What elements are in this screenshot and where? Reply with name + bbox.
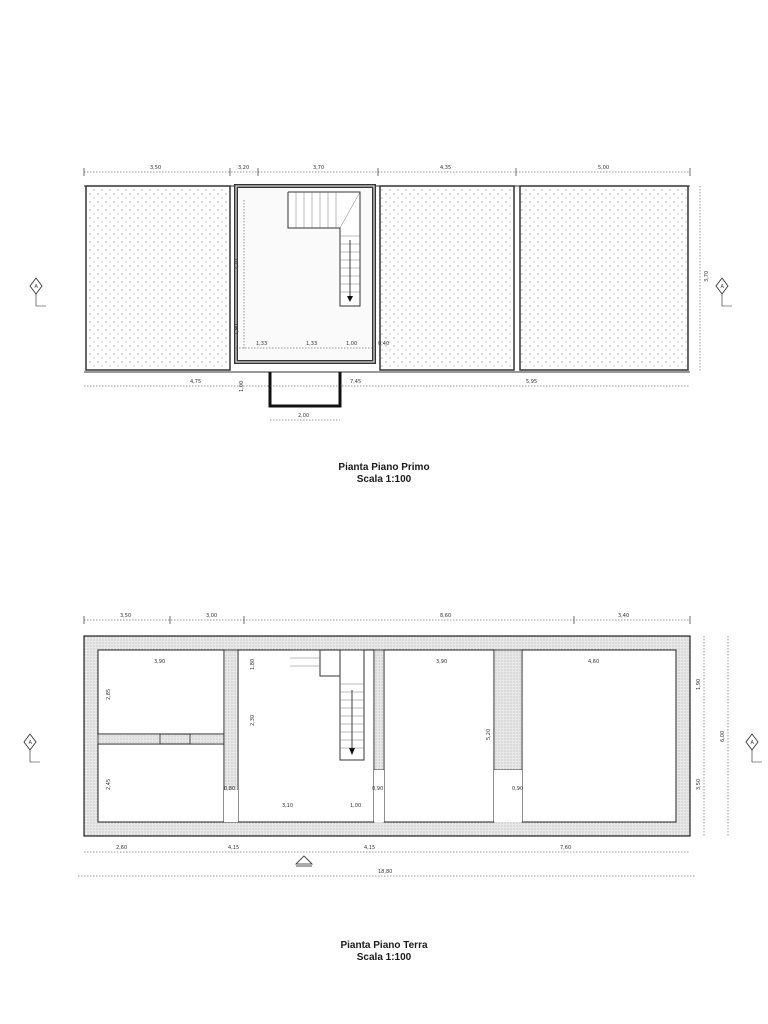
terra-inner-dim-3: 0,80 (224, 786, 236, 792)
primo-section-marker-right (716, 278, 732, 306)
entrance-icon (296, 856, 312, 866)
primo-balcony (270, 372, 340, 406)
terra-vdim-6: 1,90 (696, 678, 702, 690)
terra-inner-dim-1: 3,10 (282, 803, 294, 809)
terra-top-dim-1: 3,50 (120, 613, 132, 619)
primo-bottom-dim-1: 4,75 (190, 379, 202, 385)
plan-primo (30, 165, 732, 420)
primo-balcony-dim: 2,00 (298, 413, 310, 419)
terra-title: Pianta Piano Terra (340, 940, 428, 951)
svg-text:A: A (28, 740, 32, 746)
primo-terrace-right (520, 186, 688, 370)
primo-top-dim-5: 5,00 (598, 165, 610, 171)
primo-inner-dim-1: 1,33 (256, 341, 268, 347)
primo-caption (0, 462, 768, 486)
plan-terra (24, 613, 762, 876)
terra-room-1-bottom (98, 744, 224, 822)
svg-text:A: A (34, 284, 38, 290)
terra-section-marker-right (746, 734, 762, 762)
primo-bottom-dim-2: 1,00 (239, 380, 245, 392)
terra-room-3 (384, 650, 494, 822)
terra-vdim-2: 2,45 (106, 778, 112, 790)
primo-inner-dim-3: 1,00 (346, 341, 358, 347)
terra-bottom-dim-3: 4,15 (364, 845, 376, 851)
primo-top-dim-4: 4,35 (440, 165, 452, 171)
terra-inner-dim-5: 0,90 (512, 786, 524, 792)
primo-bottom-dim-4: 5,95 (526, 379, 538, 385)
terra-room-dim-1: 3,90 (154, 659, 166, 665)
terra-section-marker-left (24, 734, 40, 762)
primo-bottom-dim-3: 7,45 (350, 379, 362, 385)
terra-top-dim-2: 3,00 (206, 613, 218, 619)
primo-vdim-2: 1,90 (234, 323, 240, 335)
primo-stair-room (236, 186, 374, 362)
terra-overall-dim: 18,80 (378, 869, 393, 875)
primo-title: Pianta Piano Primo (338, 462, 430, 473)
svg-text:A: A (720, 284, 724, 290)
primo-vdim-3: 3,70 (704, 270, 710, 282)
terra-vdim-1: 2,85 (106, 688, 112, 700)
terra-scale: Scala 1:100 (356, 952, 412, 963)
terra-vdim-3: 1,80 (250, 658, 256, 670)
terra-vdim-8: 6,00 (720, 730, 726, 742)
primo-terrace-left (86, 186, 230, 370)
primo-terrace-center (380, 186, 514, 370)
terra-room-dim-2: 3,90 (436, 659, 448, 665)
terra-bottom-dim-2: 4,15 (228, 845, 240, 851)
primo-top-dim-3: 3,70 (313, 165, 325, 171)
terra-top-dim-3: 8,60 (440, 613, 452, 619)
primo-section-marker-left (30, 278, 46, 306)
terra-room-dim-3: 4,60 (588, 659, 600, 665)
terra-room-4 (522, 650, 676, 822)
primo-inner-dim-4: 0,40 (378, 341, 390, 347)
primo-top-dim-1: 3,50 (150, 165, 162, 171)
terra-bottom-dim-1: 2,60 (116, 845, 128, 851)
primo-scale: Scala 1:100 (356, 474, 412, 485)
svg-text:A: A (750, 740, 754, 746)
terra-caption (0, 940, 768, 964)
primo-vdim-1: 2,20 (234, 258, 240, 270)
terra-vdim-4: 2,30 (250, 714, 256, 726)
primo-top-dim-2: 3,20 (238, 165, 250, 171)
terra-top-dim-4: 3,40 (618, 613, 630, 619)
terra-bottom-dim-4: 7,60 (560, 845, 572, 851)
terra-vdim-7: 3,50 (696, 778, 702, 790)
primo-inner-dim-2: 1,33 (306, 341, 318, 347)
terra-inner-dim-4: 0,90 (372, 786, 384, 792)
terra-inner-dim-2: 1,00 (350, 803, 362, 809)
terra-stair-hall (238, 650, 374, 822)
terra-vdim-5: 5,20 (486, 728, 492, 740)
